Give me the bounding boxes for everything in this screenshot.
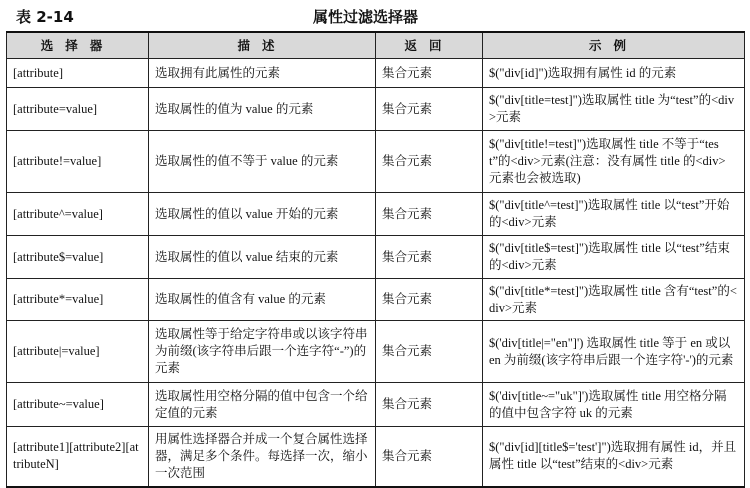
cell-example: $("div[title*=test]")选取属性 title 含有“test”的< div>元素: [483, 279, 745, 321]
cell-selector: [attribute=value]: [7, 88, 149, 131]
cell-example: $("div[title!=test]")选取属性 title 不等于“test”的<div>元素(注意：没有属性 title 的<div>元素也会被选取): [483, 131, 745, 193]
cell-selector: [attribute~=value]: [7, 383, 149, 427]
cell-example: $("div[title$=test]")选取属性 title 以“test”结束的<div>元素: [483, 236, 745, 279]
cell-return: 集合元素: [376, 59, 483, 88]
cell-example: $("div[title=test]")选取属性 title 为“test”的<div>元素: [483, 88, 745, 131]
header-return: 返回: [376, 32, 483, 59]
cell-description: 选取属性用空格分隔的值中包含一个给定值的元素: [149, 383, 376, 427]
cell-selector: [attribute!=value]: [7, 131, 149, 193]
cell-return: 集合元素: [376, 88, 483, 131]
header-selector: 选择器: [7, 32, 149, 59]
table-row: [7, 193, 745, 236]
cell-return: 集合元素: [376, 193, 483, 236]
table-row: [7, 321, 745, 383]
table-row: [7, 236, 745, 279]
cell-description: 选取属性的值以 value 结束的元素: [149, 236, 376, 279]
cell-return: 集合元素: [376, 131, 483, 193]
cell-example: $('div[title~="uk"]')选取属性 title 用空格分隔的值中包含字符 uk 的元素: [483, 383, 745, 427]
cell-description: 选取属性的值含有 value 的元素: [149, 279, 376, 321]
table-caption: [0, 0, 750, 30]
cell-example: $('div[title|="en"]') 选取属性 title 等于 en 或以 en 为前缀(该字符串后跟一个连字符'-')的元素: [483, 321, 745, 383]
cell-return: 集合元素: [376, 321, 483, 383]
cell-selector: [attribute*=value]: [7, 279, 149, 321]
cell-selector: [attribute]: [7, 59, 149, 88]
cell-selector: [attribute$=value]: [7, 236, 149, 279]
cell-return: 集合元素: [376, 427, 483, 487]
cell-example: $("div[title^=test]")选取属性 title 以“test”开始的<div>元素: [483, 193, 745, 236]
cell-selector: [attribute|=value]: [7, 321, 149, 383]
cell-return: 集合元素: [376, 279, 483, 321]
cell-description: 选取属性的值不等于 value 的元素: [149, 131, 376, 193]
attribute-filter-selector-table: [6, 31, 745, 488]
cell-description: 选取拥有此属性的元素: [149, 59, 376, 88]
cell-description: 选取属性等于给定字符串或以该字符串为前缀(该字符串后跟一个连字符“-”)的元素: [149, 321, 376, 383]
cell-example: $("div[id]")选取拥有属性 id 的元素: [483, 59, 745, 88]
table-title: 属性过滤选择器: [313, 8, 419, 26]
cell-description: 选取属性的值为 value 的元素: [149, 88, 376, 131]
cell-description: 用属性选择器合并成一个复合属性选择器，满足多个条件。每选择一次，缩小一次范围: [149, 427, 376, 487]
cell-selector: [attribute1][attribute2][attributeN]: [7, 427, 149, 487]
table-row: [7, 383, 745, 427]
cell-return: 集合元素: [376, 236, 483, 279]
table-row: [7, 88, 745, 131]
cell-selector: [attribute^=value]: [7, 193, 149, 236]
table-number: 表 2-14: [16, 8, 74, 26]
cell-description: 选取属性的值以 value 开始的元素: [149, 193, 376, 236]
table-row: [7, 279, 745, 321]
cell-example: $("div[id][title$='test']")选取拥有属性 id，并且属性 title 以“test”结束的<div>元素: [483, 427, 745, 487]
table-row: [7, 131, 745, 193]
cell-return: 集合元素: [376, 383, 483, 427]
header-example: 示例: [483, 32, 745, 59]
header-row: [7, 32, 745, 59]
table-row: [7, 59, 745, 88]
table-row: [7, 427, 745, 487]
header-description: 描述: [149, 32, 376, 59]
